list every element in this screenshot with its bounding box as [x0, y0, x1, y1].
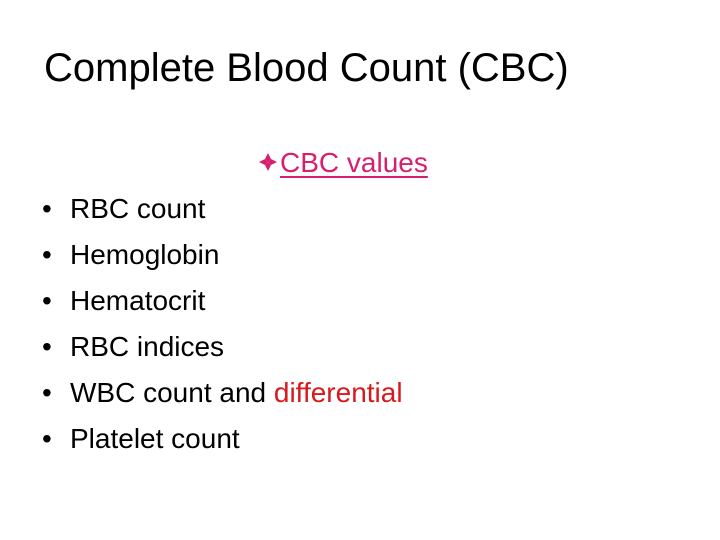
- subheading-text: CBC values: [280, 147, 428, 178]
- highlighted-word: differential: [273, 377, 403, 408]
- bullet-text: Platelet count: [70, 423, 240, 454]
- subheading: [258, 146, 428, 180]
- bullet-dot: •: [42, 239, 52, 270]
- bullet-dot: •: [42, 285, 52, 316]
- bullet-dot: •: [42, 377, 52, 408]
- bullet-text: Hemoglobin: [70, 239, 220, 270]
- bullet-text: RBC indices: [70, 331, 225, 362]
- bullet-text: [70, 376, 403, 410]
- diamond-bullet-icon: [258, 149, 278, 175]
- bullet-dot: •: [42, 423, 52, 454]
- bullet-dot: •: [42, 331, 52, 362]
- slide-title: Complete Blood Count (CBC): [44, 46, 569, 90]
- bullet-text: RBC count: [70, 193, 206, 224]
- bullet-text-plain: WBC count and: [70, 377, 274, 408]
- bullet-text: Hematocrit: [70, 285, 206, 316]
- bullet-dot: •: [42, 193, 52, 224]
